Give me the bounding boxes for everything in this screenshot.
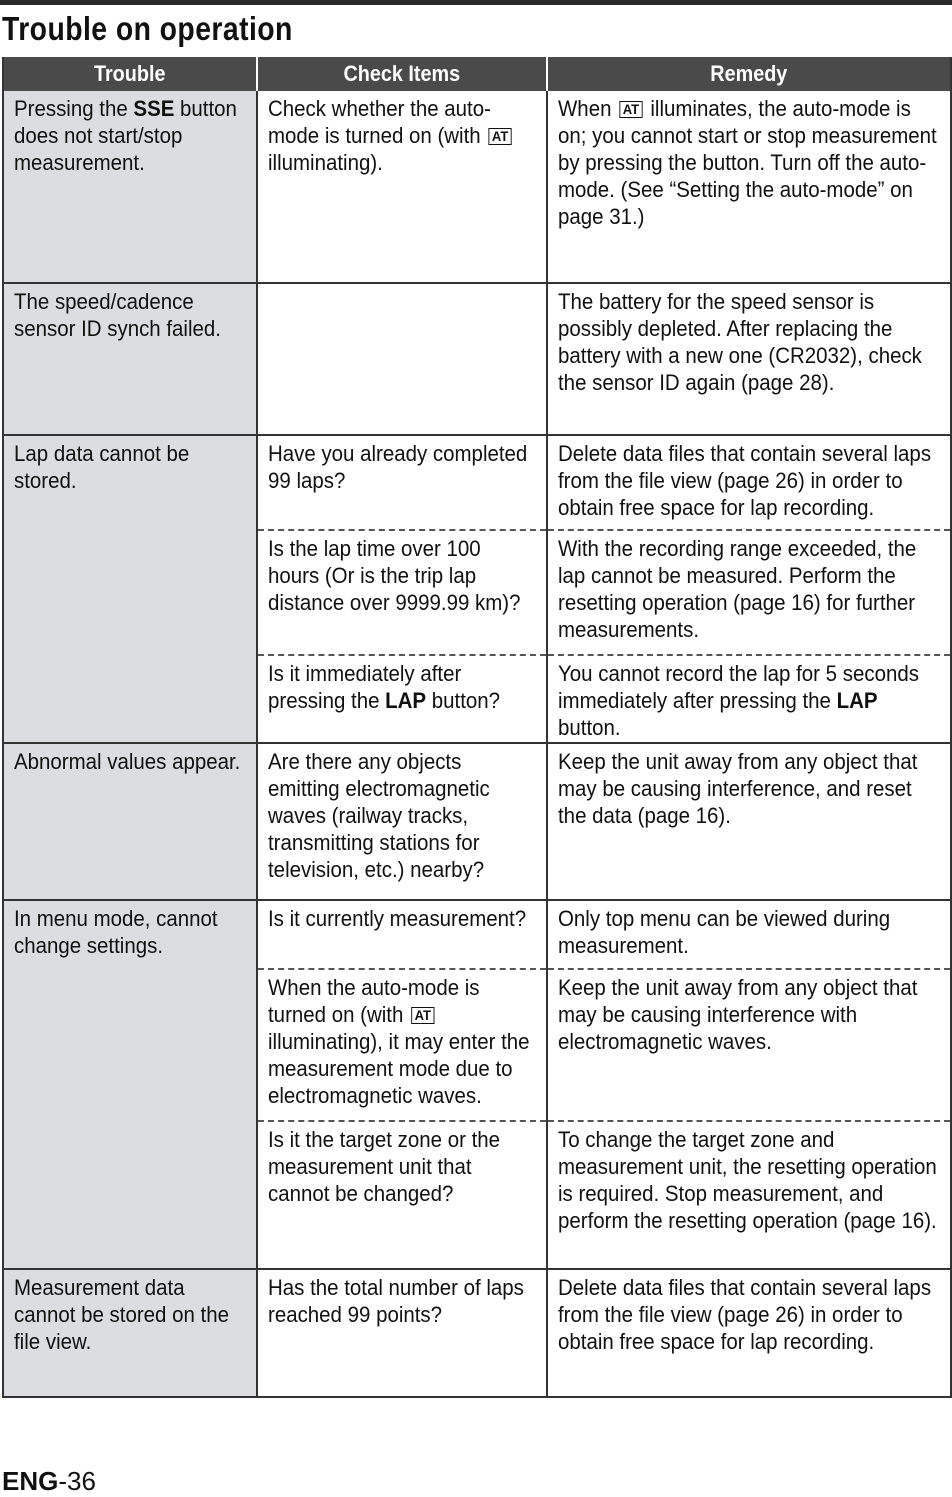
check-cell [257, 435, 547, 743]
remedy-item: You cannot record the lap for 5 seconds immediately after pressing the LAP button. [548, 654, 950, 742]
column-header-trouble: Trouble [3, 57, 257, 91]
check-item: Is it currently measurement? [268, 906, 527, 931]
remedy-cell [547, 435, 951, 743]
top-rule [0, 0, 952, 5]
trouble-cell: Lap data cannot be stored. [3, 435, 257, 743]
remedy-item: With the recording range exceeded, the lap cannot be measured. Perform the resetting operation (page 16) for further measurements. [548, 529, 950, 654]
table-row [3, 91, 951, 283]
check-cell: Are there any objects emitting electromagnetic waves (railway tracks, transmitting stations for television, etc.) nearby? [257, 743, 547, 900]
trouble-table [2, 57, 952, 1398]
check-item: Is it immediately after pressing the LAP button? [258, 654, 546, 742]
remedy-cell [547, 900, 951, 1269]
remedy-item: Delete data files that contain several laps from the file view (page 26) in order to obtain free space for lap recording. [558, 441, 932, 520]
check-cell [257, 900, 547, 1269]
auto-mode-at-icon: AT [488, 128, 512, 145]
check-cell: Has the total number of laps reached 99 points? [257, 1269, 547, 1397]
table-row [3, 743, 951, 900]
trouble-cell: In menu mode, cannot change settings. [3, 900, 257, 1269]
column-header-remedy: Remedy [547, 57, 951, 91]
auto-mode-at-icon: AT [619, 101, 643, 118]
trouble-cell: Abnormal values appear. [3, 743, 257, 900]
remedy-item: Only top menu can be viewed during measurement. [558, 906, 891, 958]
remedy-cell: The battery for the speed sensor is possibly depleted. After replacing the battery with a new one (CR2032), check the sensor ID again (page 28). [547, 283, 951, 435]
trouble-cell: The speed/cadence sensor ID synch failed. [3, 283, 257, 435]
table-row [3, 1269, 951, 1397]
column-header-check-items: Check Items [257, 57, 547, 91]
check-item: When the auto-mode is turned on (with AT illuminating), it may enter the measurement mode due to electromagnetic waves. [258, 968, 546, 1120]
auto-mode-at-icon: AT [411, 1007, 435, 1024]
table-row [3, 283, 951, 435]
remedy-cell: When AT illuminates, the auto-mode is on; you cannot start or stop measurement by pressing the button. Turn off the auto-mode. (See “Setting the auto-mode” on page 31.) [547, 91, 951, 283]
page-number: ENG-36 [2, 1466, 96, 1496]
check-item: Have you already completed 99 laps? [268, 441, 528, 493]
table-row [3, 900, 951, 1269]
check-item: Is the lap time over 100 hours (Or is the trip lap distance over 9999.99 km)? [258, 529, 546, 654]
check-cell: Check whether the auto-mode is turned on (with AT illuminating). [257, 91, 547, 283]
remedy-cell: Keep the unit away from any object that may be causing interference, and reset the data (page 16). [547, 743, 951, 900]
check-cell [257, 283, 547, 435]
remedy-item: To change the target zone and measurement unit, the resetting operation is required. Stop measurement, and perform the resetting operation (page 16). [548, 1120, 950, 1268]
check-item: Is it the target zone or the measurement unit that cannot be changed? [258, 1120, 546, 1268]
trouble-cell: Pressing the SSE button does not start/stop measurement. [3, 91, 257, 283]
remedy-cell: Delete data files that contain several laps from the file view (page 26) in order to obtain free space for lap recording. [547, 1269, 951, 1397]
table-header-row [3, 57, 951, 91]
trouble-cell: Measurement data cannot be stored on the file view. [3, 1269, 257, 1397]
page-title: Trouble on operation [2, 10, 293, 47]
remedy-item: Keep the unit away from any object that may be causing interference with electromagnetic waves. [548, 968, 950, 1120]
table-row [3, 435, 951, 743]
